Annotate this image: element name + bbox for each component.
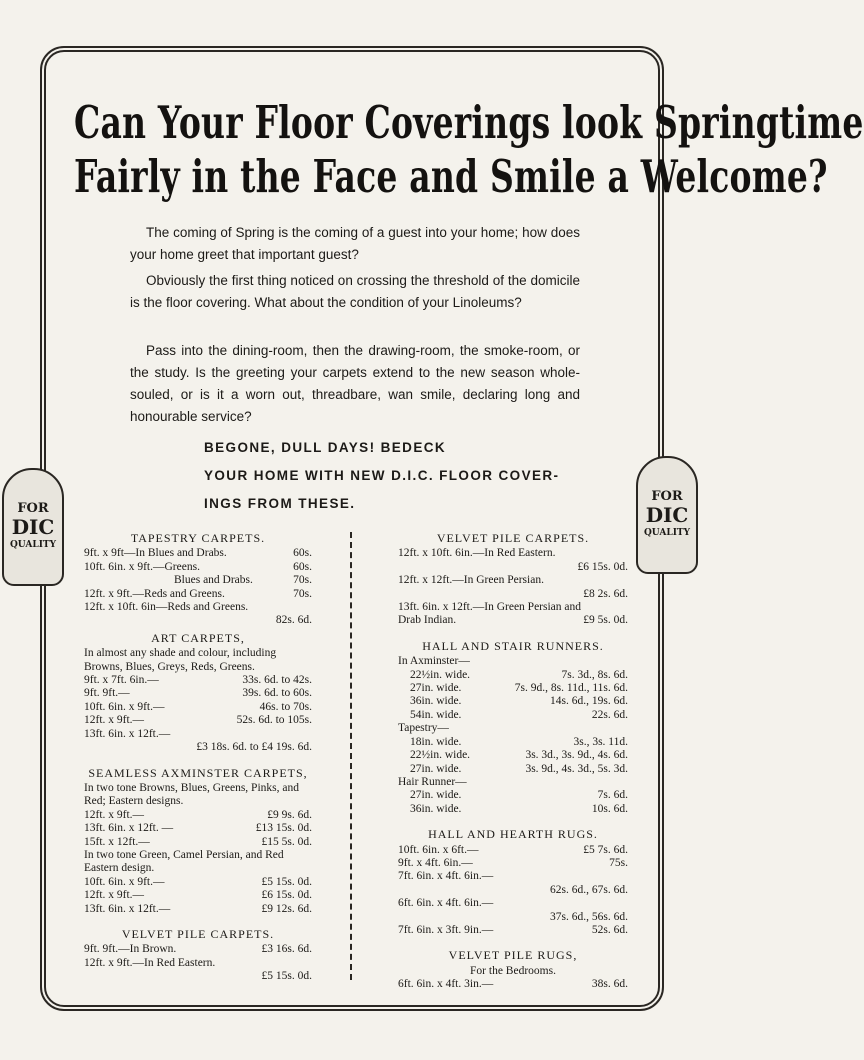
price-item: 36in. wide. 10s. 6d. (410, 802, 628, 815)
headline-line-2: Fairly in the Face and Smile a Welcome? (74, 150, 828, 203)
price-list-left-column (84, 528, 312, 984)
headline-line-1: Can Your Floor Coverings look Springtime (74, 96, 864, 149)
price-item: 15ft. x 12ft.— £15 5s. 0d. (84, 835, 312, 848)
section-heading: VELVET PILE RUGS, (448, 948, 578, 963)
price-item: 12ft. x 9ft.— 52s. 6d. to 105s. (84, 714, 312, 727)
column-divider (350, 532, 352, 980)
cta-line-3: INGS FROM THESE. (204, 496, 356, 511)
price-item: £5 15s. 0d. (261, 970, 312, 983)
price-item: 13ft. 6in. x 12ft. — £13 15s. 0d. (84, 822, 312, 835)
price-item: 12ft. x 10ft. 6in—Reds and Greens. (84, 601, 249, 614)
section-note: In two tone Green, Camel Persian, and Red Eastern design. (84, 848, 284, 875)
seal-top-text: FOR (651, 489, 683, 504)
price-item: 9ft. x 7ft. 6in.— 33s. 6d. to 42s. (84, 674, 312, 687)
subsection-label: In Axminster— (398, 655, 470, 668)
price-item: 12ft. x 9ft.—Reds and Greens. 70s. (84, 587, 312, 600)
seal-middle-text: DIC (645, 503, 689, 527)
section-heading: VELVET PILE CARPETS. (436, 531, 590, 545)
price-item: 12ft. x 9ft.—In Red Eastern. (84, 956, 216, 969)
cta-line-2: YOUR HOME WITH NEW D.I.C. FLOOR COVER- (204, 468, 560, 483)
seal-top-text: FOR (17, 501, 49, 516)
intro-paragraph-3: Pass into the dining-room, then the drawing-room, the smoke-room, or the study. Is the greeting your carpets extend to the new season whole-souled, or is it a worn out, threadbare, wan smile, declaring long and honourable service? (130, 343, 580, 424)
price-item: 12ft. x 12ft.—In Green Persian. (398, 574, 544, 587)
price-item: 6ft. 6in. x 4ft. 6in.— (398, 897, 494, 910)
price-item: 10ft. 6in. x 9ft.— 46s. to 70s. (84, 700, 312, 713)
price-item: 27in. wide. 7s. 6d. (410, 789, 628, 802)
price-item: 22½in. wide. 7s. 3d., 8s. 6d. (410, 668, 628, 681)
price-item: 54in. wide. 22s. 6d. (410, 708, 628, 721)
intro-paragraph-2: Obviously the first thing noticed on crossing the threshold of the domicile is the floor covering. What about the condition of your Linoleums? (130, 273, 580, 310)
price-item: 22½in. wide. 3s. 3d., 3s. 9d., 4s. 6d. (410, 749, 628, 762)
price-item: 6ft. 6in. x 4ft. 3in.— 38s. 6d. (398, 978, 628, 991)
price-item: 36in. wide. 14s. 6d., 19s. 6d. (410, 695, 628, 708)
intro-paragraph-1: The coming of Spring is the coming of a guest into your home; how does your home greet that important guest? (130, 225, 580, 262)
dic-quality-seal-right (636, 456, 698, 574)
price-item: 82s. 6d. (275, 614, 312, 627)
price-item: 7ft. 6in. x 3ft. 9in.— 52s. 6d. (398, 923, 628, 936)
price-item: £8 2s. 6d. (583, 587, 628, 600)
price-item: 10ft. 6in. x 6ft.— £5 7s. 6d. (398, 843, 628, 856)
section-heading: SEAMLESS AXMINSTER CARPETS, (88, 765, 308, 780)
price-item: 12ft. x 10ft. 6in.—In Red Eastern. (398, 547, 556, 560)
subsection-label: Tapestry— (398, 722, 449, 735)
price-item: £6 15s. 0d. (577, 560, 628, 573)
price-item: 12ft. x 9ft.— £6 15s. 0d. (84, 889, 312, 902)
price-item: 37s. 6d., 56s. 6d. (550, 910, 628, 923)
section-heading: TAPESTRY CARPETS. (130, 531, 266, 545)
price-list-right-column (398, 528, 628, 992)
price-item: 18in. wide. 3s., 3s. 11d. (410, 735, 628, 748)
seal-middle-text: DIC (11, 515, 55, 539)
cta-line-1: BEGONE, DULL DAYS! BEDECK (204, 440, 447, 455)
section-note: In two tone Browns, Blues, Greens, Pinks, and Red; Eastern designs. (84, 781, 299, 808)
price-item: 12ft. x 9ft.— £9 9s. 6d. (84, 808, 312, 821)
price-item: 9ft. x 9ft—In Blues and Drabs. 60s. (84, 547, 312, 560)
price-item: 7ft. 6in. x 4ft. 6in.— (398, 870, 494, 883)
price-item: £3 18s. 6d. to £4 19s. 6d. (196, 741, 312, 754)
price-item: 9ft. 9ft.— 39s. 6d. to 60s. (84, 687, 312, 700)
seal-bottom-text: QUALITY (643, 528, 691, 538)
price-item: 9ft. 9ft.—In Brown. £3 16s. 6d. (84, 943, 312, 956)
price-item: 62s. 6d., 67s. 6d. (550, 883, 628, 896)
price-item: 9ft. x 4ft. 6in.— 75s. (398, 856, 628, 869)
section-heading: ART CARPETS, (151, 630, 245, 645)
seal-bottom-text: QUALITY (9, 540, 57, 550)
price-item: 27in. wide. 7s. 9d., 8s. 11d., 11s. 6d. (410, 682, 628, 695)
price-item: 13ft. 6in. x 12ft.— £9 12s. 6d. (84, 902, 312, 915)
section-heading: VELVET PILE CARPETS. (121, 926, 275, 941)
price-item: 27in. wide. 3s. 9d., 4s. 3d., 5s. 3d. (410, 762, 628, 775)
price-item: 13ft. 6in. x 12ft.— (84, 727, 171, 740)
price-item: 10ft. 6in. x 9ft.— £5 15s. 0d. (84, 875, 312, 888)
dic-quality-seal-left (2, 468, 64, 586)
price-item: 13ft. 6in. x 12ft.—In Green Persian and Drab Indian. £9 5s. 0d. (398, 601, 628, 627)
section-heading: HALL AND STAIR RUNNERS. (422, 638, 604, 653)
price-item: 10ft. 6in. x 9ft.—Greens. 60s. (84, 560, 312, 573)
section-subheading: For the Bedrooms. (470, 964, 556, 977)
subsection-label: Hair Runner— (398, 775, 467, 788)
section-note: In almost any shade and colour, including Browns, Blues, Greys, Reds, Greens. (84, 647, 277, 673)
section-heading: HALL AND HEARTH RUGS. (428, 827, 598, 842)
price-item: Blues and Drabs. 70s. (174, 574, 312, 587)
